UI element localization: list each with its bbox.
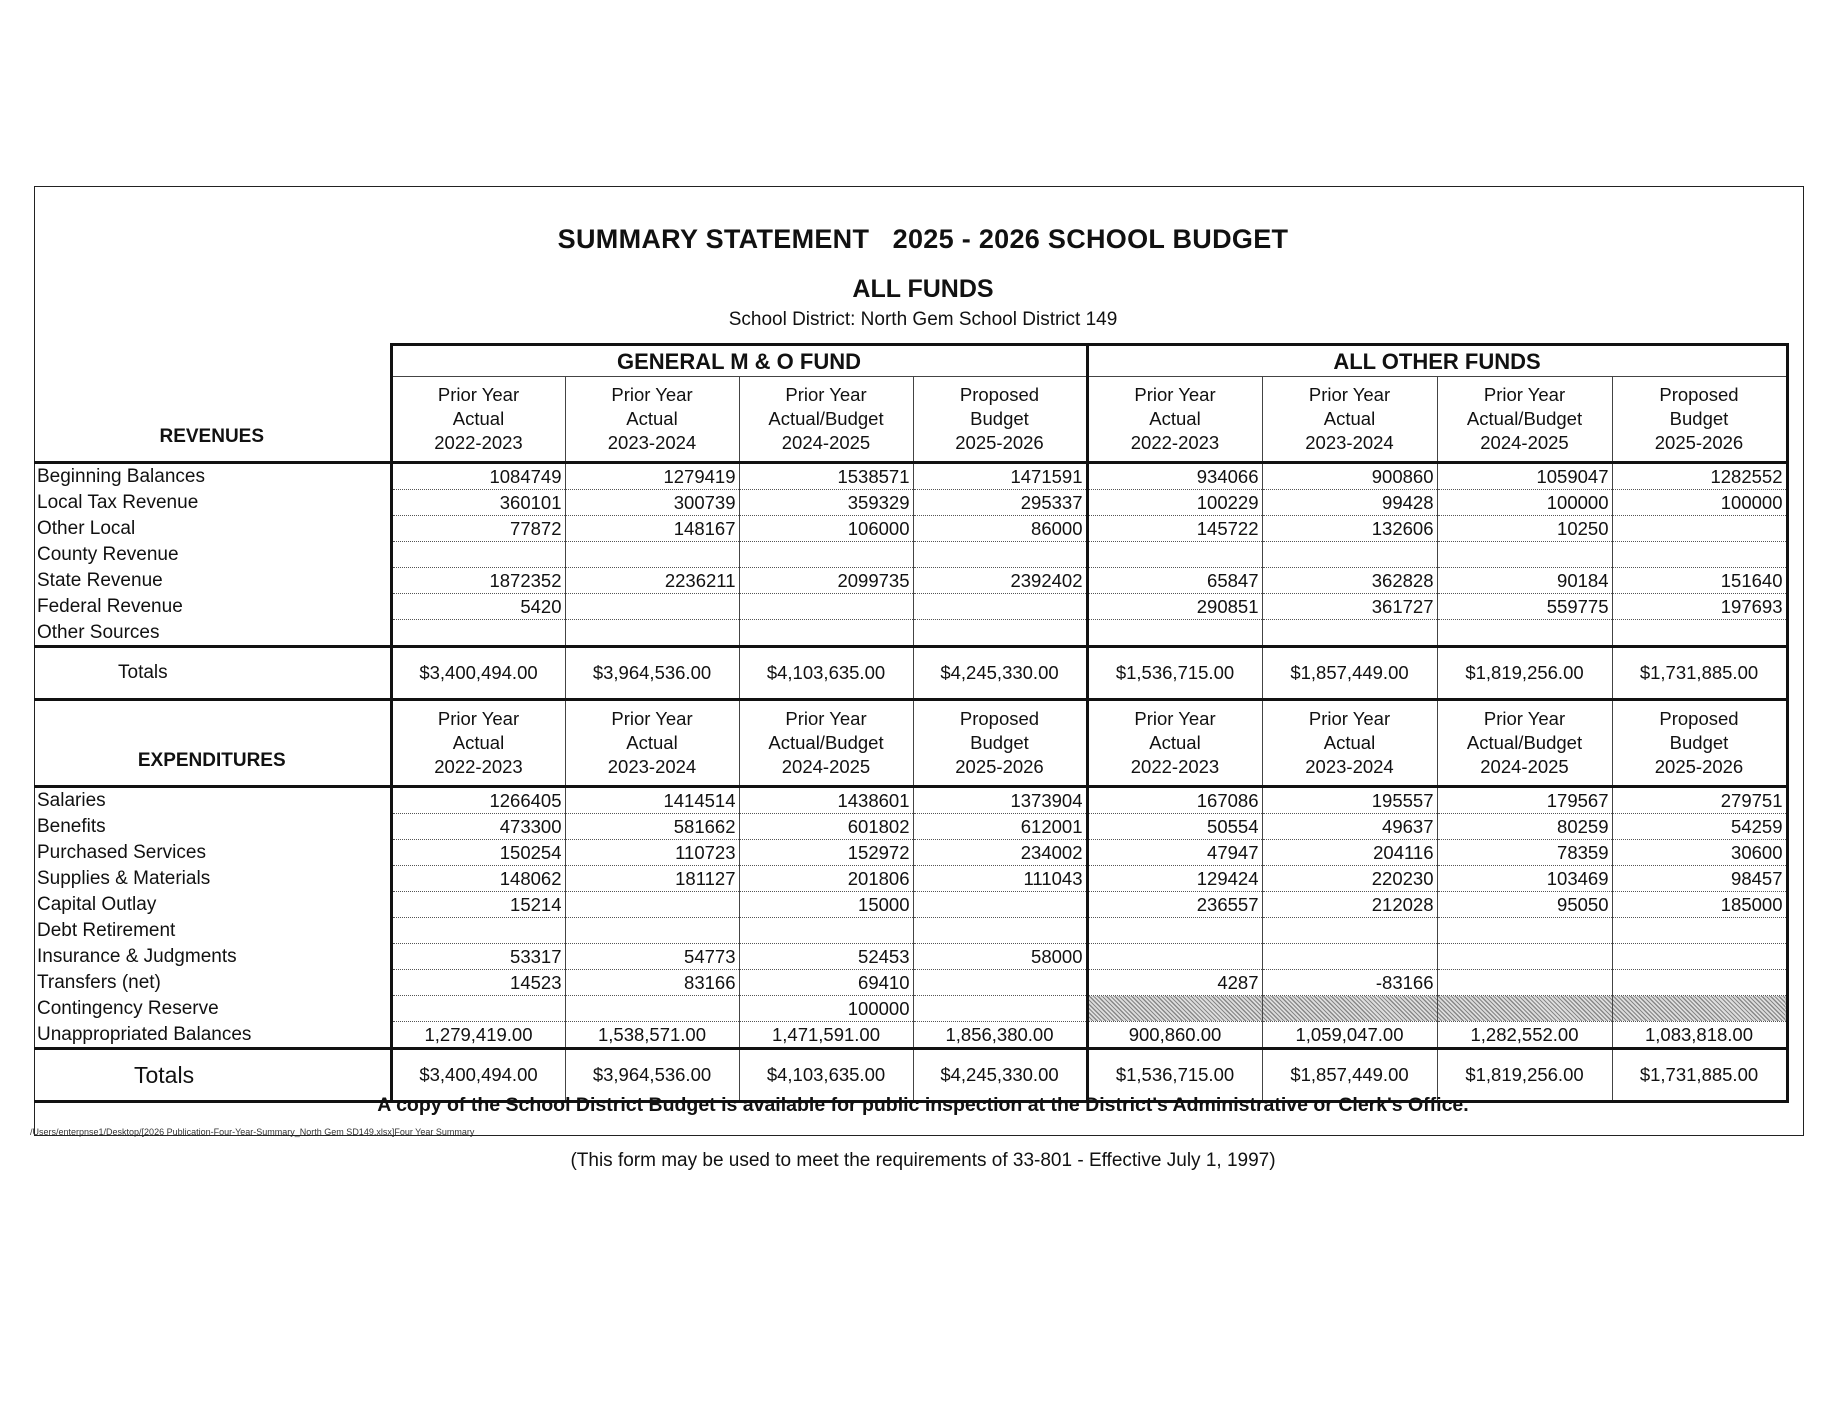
value-cell [1612,996,1787,1022]
value-cell: 2236211 [565,568,739,594]
fund-header-row [34,345,1787,377]
value-cell: 181127 [565,866,739,892]
value-cell [913,918,1087,944]
value-cell [565,594,739,620]
value-cell: 473300 [391,814,565,840]
expenditure-row [34,970,1787,996]
value-cell: 1084749 [391,463,565,490]
value-cell [565,620,739,647]
value-cell: 14523 [391,970,565,996]
value-cell [565,996,739,1022]
value-cell: 900860 [1262,463,1437,490]
column-header-line: Budget [1669,732,1729,753]
column-header-line: 2022-2023 [434,432,523,453]
row-label: Local Tax Revenue [37,492,199,513]
value-cell [1437,918,1612,944]
value-cell: 54259 [1612,814,1787,840]
column-header-line: Actual/Budget [1466,408,1583,429]
value-cell: 151640 [1612,568,1787,594]
column-header [913,377,1087,463]
row-label: Other Sources [37,621,160,643]
expenditures-column-header-row [34,700,1787,787]
value-cell: 15214 [391,892,565,918]
column-header-line: 2022-2023 [1130,756,1220,777]
value-cell [565,918,739,944]
row-label: Purchased Services [37,842,206,863]
value-cell: 167086 [1087,787,1262,814]
revenue-row [34,594,1787,620]
row-label: Capital Outlay [37,894,157,915]
row-label: Contingency Reserve [37,998,219,1019]
column-header-line: Budget [970,732,1029,753]
value-cell: 1,538,571.00 [565,1022,739,1049]
column-header-line: Budget [1669,408,1729,429]
value-cell: 111043 [913,866,1087,892]
value-cell: 15000 [739,892,913,918]
row-label: County Revenue [37,544,179,565]
value-cell: 1438601 [739,787,913,814]
value-cell [739,620,913,647]
row-label: State Revenue [37,570,163,591]
value-cell [391,918,565,944]
value-cell: 69410 [739,970,913,996]
value-cell: 80259 [1437,814,1612,840]
column-header-line: 2025-2026 [1654,756,1744,777]
value-cell [1262,620,1437,647]
column-header-line: Actual [1149,732,1201,753]
value-cell: 78359 [1437,840,1612,866]
column-header [1612,377,1787,463]
value-cell: 934066 [1087,463,1262,490]
value-cell: 1872352 [391,568,565,594]
value-cell: 86000 [913,516,1087,542]
value-cell [913,996,1087,1022]
value-cell: 581662 [565,814,739,840]
row-label: Benefits [37,816,106,837]
value-cell: 1,856,380.00 [913,1022,1087,1049]
value-cell: 290851 [1087,594,1262,620]
value-cell [1262,944,1437,970]
totals-label: Totals [34,1049,391,1102]
value-cell: 152972 [739,840,913,866]
column-header-line: Actual [1323,408,1376,429]
column-header-line: Actual [626,732,678,753]
value-cell [913,594,1087,620]
value-cell: 1,471,591.00 [739,1022,913,1049]
column-header-line: Actual [1323,732,1376,753]
value-cell: 5420 [391,594,565,620]
value-cell [739,918,913,944]
expenditure-row [34,840,1787,866]
total-cell: $1,857,449.00 [1262,1049,1437,1102]
value-cell [565,542,739,568]
row-label: Transfers (net) [37,972,161,993]
column-header [1262,377,1437,463]
column-header-line: Prior Year [1483,708,1566,729]
total-cell: $3,964,536.00 [565,647,739,700]
total-cell: $1,536,715.00 [1087,647,1262,700]
other-funds-heading: ALL OTHER FUNDS [1087,345,1787,377]
revenues-column-header-row [34,377,1787,463]
row-label: Unappropriated Balances [37,1023,252,1045]
column-header [565,377,739,463]
page-subtitle: ALL FUNDS [852,275,994,303]
value-cell: 99428 [1262,490,1437,516]
column-header-line: Actual [626,408,678,429]
column-header-line: Proposed [959,708,1040,729]
value-cell: 145722 [1087,516,1262,542]
value-cell: 201806 [739,866,913,892]
value-cell [1087,996,1262,1022]
value-cell: 54773 [565,944,739,970]
value-cell: 148167 [565,516,739,542]
value-cell: 359329 [739,490,913,516]
row-label: Debt Retirement [37,920,176,941]
column-header-line: Actual/Budget [768,732,884,753]
expenditures-heading: EXPENDITURES [34,700,391,787]
column-header [1262,700,1437,787]
expenditure-row [34,918,1787,944]
value-cell [913,892,1087,918]
total-cell: $1,857,449.00 [1262,647,1437,700]
column-header [739,700,913,787]
value-cell: 4287 [1087,970,1262,996]
value-cell: 212028 [1262,892,1437,918]
budget-table [34,343,1789,1103]
column-header [391,377,565,463]
value-cell [1437,542,1612,568]
value-cell: 1,083,818.00 [1612,1022,1787,1049]
column-header [1437,700,1612,787]
value-cell: 1471591 [913,463,1087,490]
value-cell [739,594,913,620]
column-header-line: 2023-2024 [1305,432,1394,453]
value-cell: 1059047 [1437,463,1612,490]
value-cell: 601802 [739,814,913,840]
expenditure-row [34,787,1787,814]
value-cell [1612,918,1787,944]
general-fund-heading: GENERAL M & O FUND [391,345,1087,377]
value-cell: 98457 [1612,866,1787,892]
blank-cell [34,345,391,377]
column-header-line: 2022-2023 [1130,432,1220,453]
file-path: /Users/enterpnse1/Desktop/[2026 Publication-Four-Year-Summary_North Gem SD149.xlsx]Four Year Summary [30,1127,475,1137]
column-header-line: 2022-2023 [434,756,523,777]
column-header [391,700,565,787]
value-cell: 83166 [565,970,739,996]
value-cell: 362828 [1262,568,1437,594]
value-cell [1437,944,1612,970]
column-header-line: 2023-2024 [607,432,697,453]
column-header-line: Actual/Budget [1466,732,1583,753]
value-cell: 110723 [565,840,739,866]
value-cell: 900,860.00 [1087,1022,1262,1049]
column-header-line: Prior Year [1134,708,1216,729]
value-cell [1437,620,1612,647]
value-cell [1262,918,1437,944]
value-cell [739,542,913,568]
value-cell [1612,944,1787,970]
totals-label: Totals [34,647,391,700]
value-cell: 234002 [913,840,1087,866]
revenue-row [34,542,1787,568]
budget-table-body [34,345,1787,1102]
page-title: SUMMARY STATEMENT 2025 - 2026 SCHOOL BUDGET [557,224,1289,254]
column-header-line: 2025-2026 [1654,432,1744,453]
column-header-line: Actual [452,408,505,429]
total-cell: $4,103,635.00 [739,1049,913,1102]
expenditure-row [34,1022,1787,1049]
column-header-line: 2024-2025 [781,756,871,777]
column-header-line: Prior Year [611,384,693,405]
value-cell: 612001 [913,814,1087,840]
total-cell: $3,964,536.00 [565,1049,739,1102]
value-cell: 220230 [1262,866,1437,892]
revenue-row [34,463,1787,490]
value-cell: 49637 [1262,814,1437,840]
column-header-line: Actual [1149,408,1201,429]
value-cell [913,542,1087,568]
value-cell: 1,059,047.00 [1262,1022,1437,1049]
value-cell: 103469 [1437,866,1612,892]
row-label: Other Local [37,518,136,539]
value-cell [913,970,1087,996]
column-header-line: Proposed [1659,708,1739,729]
value-cell: 195557 [1262,787,1437,814]
value-cell: 1266405 [391,787,565,814]
column-header-line: 2024-2025 [781,432,871,453]
value-cell: 52453 [739,944,913,970]
value-cell: 2392402 [913,568,1087,594]
value-cell: 1282552 [1612,463,1787,490]
value-cell [1087,944,1262,970]
value-cell: 179567 [1437,787,1612,814]
value-cell: 559775 [1437,594,1612,620]
column-header [913,700,1087,787]
value-cell: 106000 [739,516,913,542]
column-header-line: 2025-2026 [955,432,1044,453]
column-header-line: Prior Year [437,384,520,405]
value-cell: 197693 [1612,594,1787,620]
column-header-line: Prior Year [785,708,867,729]
column-header-line: Prior Year [611,708,693,729]
column-header [739,377,913,463]
row-label: Salaries [37,790,106,812]
value-cell: 90184 [1437,568,1612,594]
value-cell [913,620,1087,647]
district-name: School District: North Gem School District 149 [728,309,1118,330]
column-header-line: Proposed [959,384,1040,405]
row-label: Federal Revenue [37,596,183,617]
column-header-line: 2023-2024 [607,756,697,777]
total-cell: $4,103,635.00 [739,647,913,700]
value-cell: 185000 [1612,892,1787,918]
value-cell: 50554 [1087,814,1262,840]
row-label: Supplies & Materials [37,868,211,889]
total-cell: $1,819,256.00 [1437,647,1612,700]
value-cell [391,996,565,1022]
column-header-line: 2025-2026 [955,756,1044,777]
value-cell [391,620,565,647]
expenditure-row [34,944,1787,970]
value-cell [1612,516,1787,542]
value-cell: 295337 [913,490,1087,516]
column-header-line: Prior Year [1308,384,1391,405]
value-cell: 300739 [565,490,739,516]
value-cell [1087,620,1262,647]
value-cell: 129424 [1087,866,1262,892]
value-cell: 47947 [1087,840,1262,866]
column-header-line: Prior Year [785,384,867,405]
value-cell: 148062 [391,866,565,892]
revenues-totals-row [34,647,1787,700]
value-cell: 10250 [1437,516,1612,542]
form-note: (This form may be used to meet the requirements of 33-801 - Effective July 1, 1997) [570,1150,1276,1171]
value-cell: 132606 [1262,516,1437,542]
revenue-row [34,620,1787,647]
expenditure-row [34,996,1787,1022]
column-header-line: Actual/Budget [768,408,884,429]
value-cell: 58000 [913,944,1087,970]
column-header-line: Prior Year [1134,384,1216,405]
value-cell [565,892,739,918]
value-cell: 1373904 [913,787,1087,814]
value-cell [1612,970,1787,996]
expenditure-row [34,814,1787,840]
value-cell: 360101 [391,490,565,516]
total-cell: $1,731,885.00 [1612,647,1787,700]
revenue-row [34,516,1787,542]
value-cell: 2099735 [739,568,913,594]
value-cell [1262,542,1437,568]
revenues-heading: REVENUES [34,377,391,463]
column-header-line: Proposed [1659,384,1739,405]
value-cell [1087,542,1262,568]
value-cell [1262,996,1437,1022]
value-cell: 100000 [739,996,913,1022]
row-label: Beginning Balances [37,466,205,488]
column-header [565,700,739,787]
value-cell: -83166 [1262,970,1437,996]
column-header [1087,377,1262,463]
revenue-row [34,490,1787,516]
column-header-line: Actual [452,732,505,753]
expenditure-row [34,892,1787,918]
value-cell: 53317 [391,944,565,970]
column-header-line: Prior Year [1308,708,1391,729]
value-cell [391,542,565,568]
value-cell [1437,970,1612,996]
revenue-row [34,568,1787,594]
value-cell: 77872 [391,516,565,542]
value-cell: 100000 [1612,490,1787,516]
value-cell: 65847 [1087,568,1262,594]
value-cell: 1414514 [565,787,739,814]
value-cell: 1,279,419.00 [391,1022,565,1049]
total-cell: $4,245,330.00 [913,647,1087,700]
column-header-line: 2024-2025 [1480,756,1569,777]
value-cell: 204116 [1262,840,1437,866]
value-cell: 30600 [1612,840,1787,866]
value-cell: 1279419 [565,463,739,490]
row-label: Insurance & Judgments [37,946,237,967]
value-cell [1437,996,1612,1022]
value-cell: 236557 [1087,892,1262,918]
value-cell: 1538571 [739,463,913,490]
expenditure-row [34,866,1787,892]
value-cell: 100229 [1087,490,1262,516]
column-header-line: Prior Year [1483,384,1566,405]
total-cell: $3,400,494.00 [391,1049,565,1102]
value-cell: 95050 [1437,892,1612,918]
total-cell: $1,819,256.00 [1437,1049,1612,1102]
total-cell: $4,245,330.00 [913,1049,1087,1102]
column-header [1612,700,1787,787]
value-cell [1612,620,1787,647]
total-cell: $1,536,715.00 [1087,1049,1262,1102]
value-cell: 100000 [1437,490,1612,516]
total-cell: $1,731,885.00 [1612,1049,1787,1102]
value-cell [1087,918,1262,944]
value-cell: 279751 [1612,787,1787,814]
column-header [1437,377,1612,463]
column-header-line: Budget [970,408,1029,429]
column-header-line: Prior Year [437,708,520,729]
column-header [1087,700,1262,787]
availability-note: A copy of the School District Budget is available for public inspection at the District's Administrative or Clerk's Office. [377,1094,1469,1116]
column-header-line: 2023-2024 [1305,756,1394,777]
value-cell: 361727 [1262,594,1437,620]
total-cell: $3,400,494.00 [391,647,565,700]
value-cell: 150254 [391,840,565,866]
column-header-line: 2024-2025 [1480,432,1569,453]
value-cell: 1,282,552.00 [1437,1022,1612,1049]
value-cell [1612,542,1787,568]
